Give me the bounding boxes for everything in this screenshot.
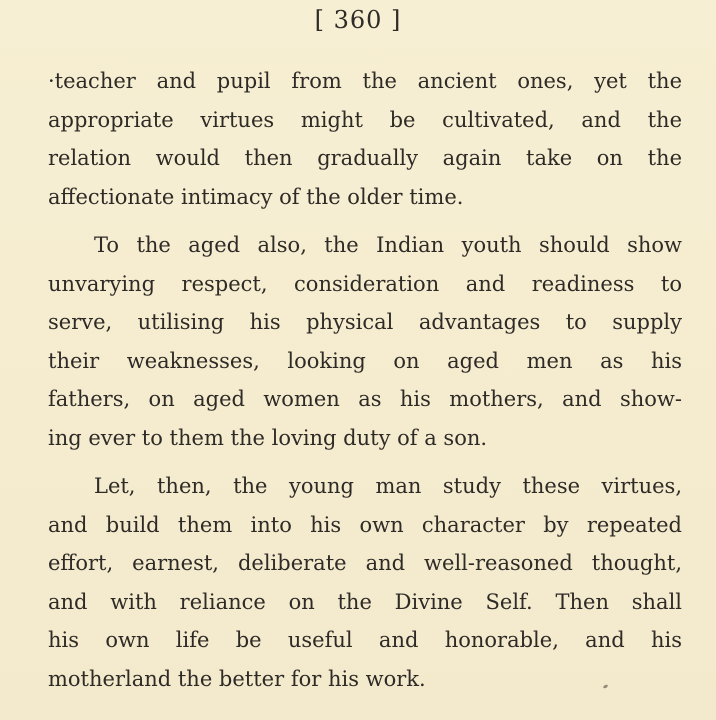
text-line: effort, earnest, deliberate and well-reasoned thought, [48,551,682,575]
text-line: their weaknesses, looking on aged men as his [48,348,682,373]
text-line: relation would then gradually again take on the [48,146,682,170]
text-line: fathers, on aged women as his mothers, and show- [48,387,682,411]
paragraph-1 [48,62,682,216]
paragraph-2 [48,226,682,457]
text-line: serve, utilising his physical advantages to supply [48,310,682,334]
text-line: ing ever to them the loving duty of a son. [48,425,488,450]
text-line: ·teacher and pupil from the ancient ones, yet the [48,69,682,93]
paragraph-3 [48,467,682,698]
text-line: unvarying respect, consideration and readiness to [48,271,682,296]
text-line: Let, then, the young man study these virtues, [94,474,682,498]
text-line: and with reliance on the Divine Self. Then shall [48,589,682,614]
text-line: affectionate intimacy of the older time. [48,184,464,209]
body-text [48,62,682,698]
text-line: and build them into his own character by repeated [48,512,682,537]
text-line: To the aged also, the Indian youth should show [94,233,682,257]
text-line: appropriate virtues might be cultivated, and the [48,107,682,132]
text-line: his own life be useful and honorable, and his [48,628,682,652]
text-line: motherland the better for his work. [48,666,426,691]
page-number: [ 360 ] [314,6,402,34]
